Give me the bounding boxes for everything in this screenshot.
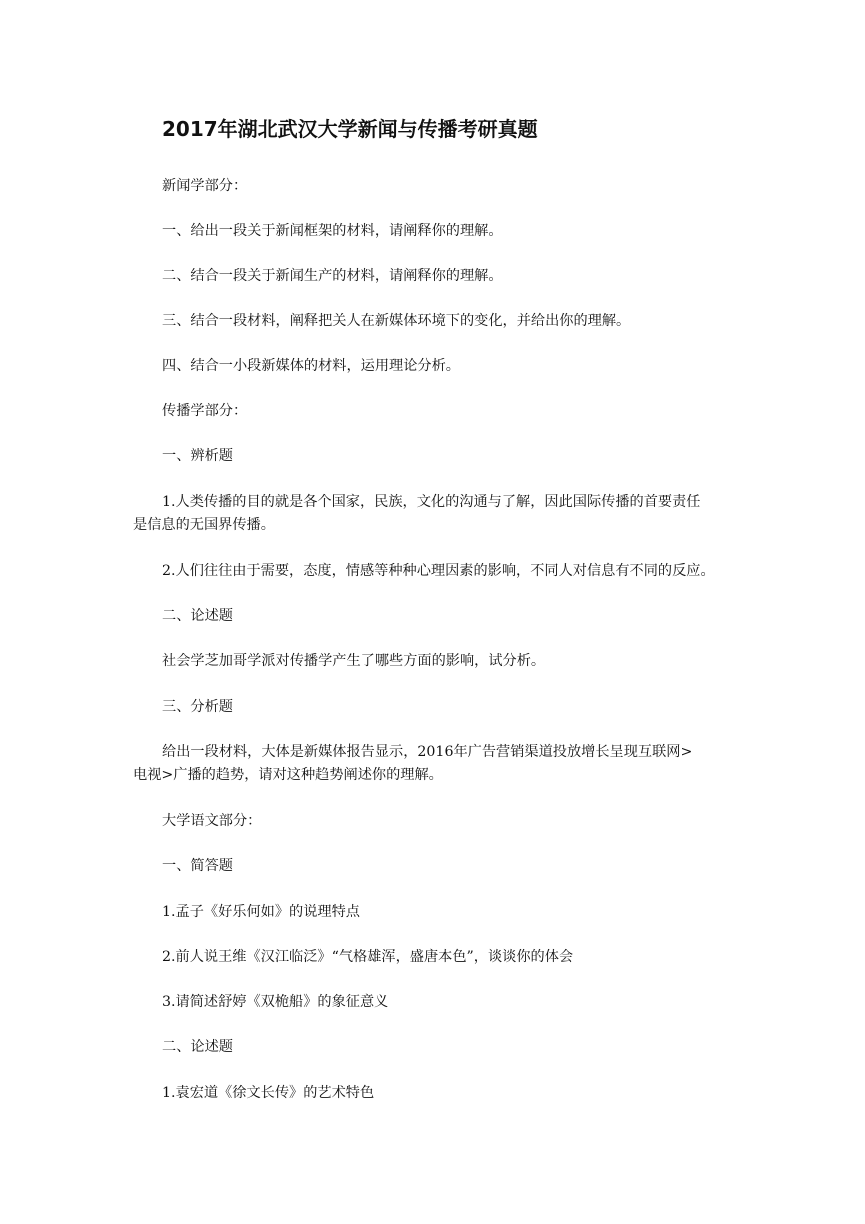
- section-heading-journalism: 新闻学部分：: [162, 178, 248, 194]
- paragraph-continuation: 是信息的无国界传播。: [133, 517, 275, 533]
- paragraph-continuation: 电视>广播的趋势，请对这种趋势阐述你的理解。: [133, 767, 443, 783]
- paragraph: 三、结合一段材料，阐释把关人在新媒体环境下的变化，并给出你的理解。: [162, 313, 631, 329]
- paragraph: 1.孟子《好乐何如》的说理特点: [162, 904, 360, 920]
- paragraph: 3.请简述舒婷《双桅船》的象征意义: [162, 994, 389, 1010]
- subsection-heading: 二、论述题: [162, 608, 233, 624]
- paragraph: 一、给出一段关于新闻框架的材料，请阐释你的理解。: [162, 223, 503, 239]
- paragraph: 给出一段材料，大体是新媒体报告显示，2016年广告营销渠道投放增长呈现互联网>: [162, 744, 693, 760]
- subsection-heading: 一、辨析题: [162, 448, 233, 464]
- subsection-heading: 二、论述题: [162, 1039, 233, 1055]
- paragraph: 二、结合一段关于新闻生产的材料，请阐释你的理解。: [162, 268, 503, 284]
- section-heading-communication: 传播学部分：: [162, 403, 248, 419]
- subsection-heading: 一、简答题: [162, 858, 233, 874]
- paragraph: 社会学芝加哥学派对传播学产生了哪些方面的影响，试分析。: [162, 653, 546, 669]
- paragraph: 2.人们往往由于需要，态度，情感等种种心理因素的影响，不同人对信息有不同的反应。: [162, 563, 715, 579]
- subsection-heading: 三、分析题: [162, 699, 233, 715]
- paragraph: 1.人类传播的目的就是各个国家，民族，文化的沟通与了解，因此国际传播的首要责任: [162, 494, 701, 510]
- paragraph: 1.袁宏道《徐文长传》的艺术特色: [162, 1085, 375, 1101]
- document-title: 2017年湖北武汉大学新闻与传播考研真题: [162, 117, 538, 141]
- section-heading-chinese: 大学语文部分：: [162, 813, 262, 829]
- paragraph: 四、结合一小段新媒体的材料，运用理论分析。: [162, 358, 460, 374]
- paragraph: 2.前人说王维《汉江临泛》“气格雄浑，盛唐本色”，谈谈你的体会: [162, 949, 574, 965]
